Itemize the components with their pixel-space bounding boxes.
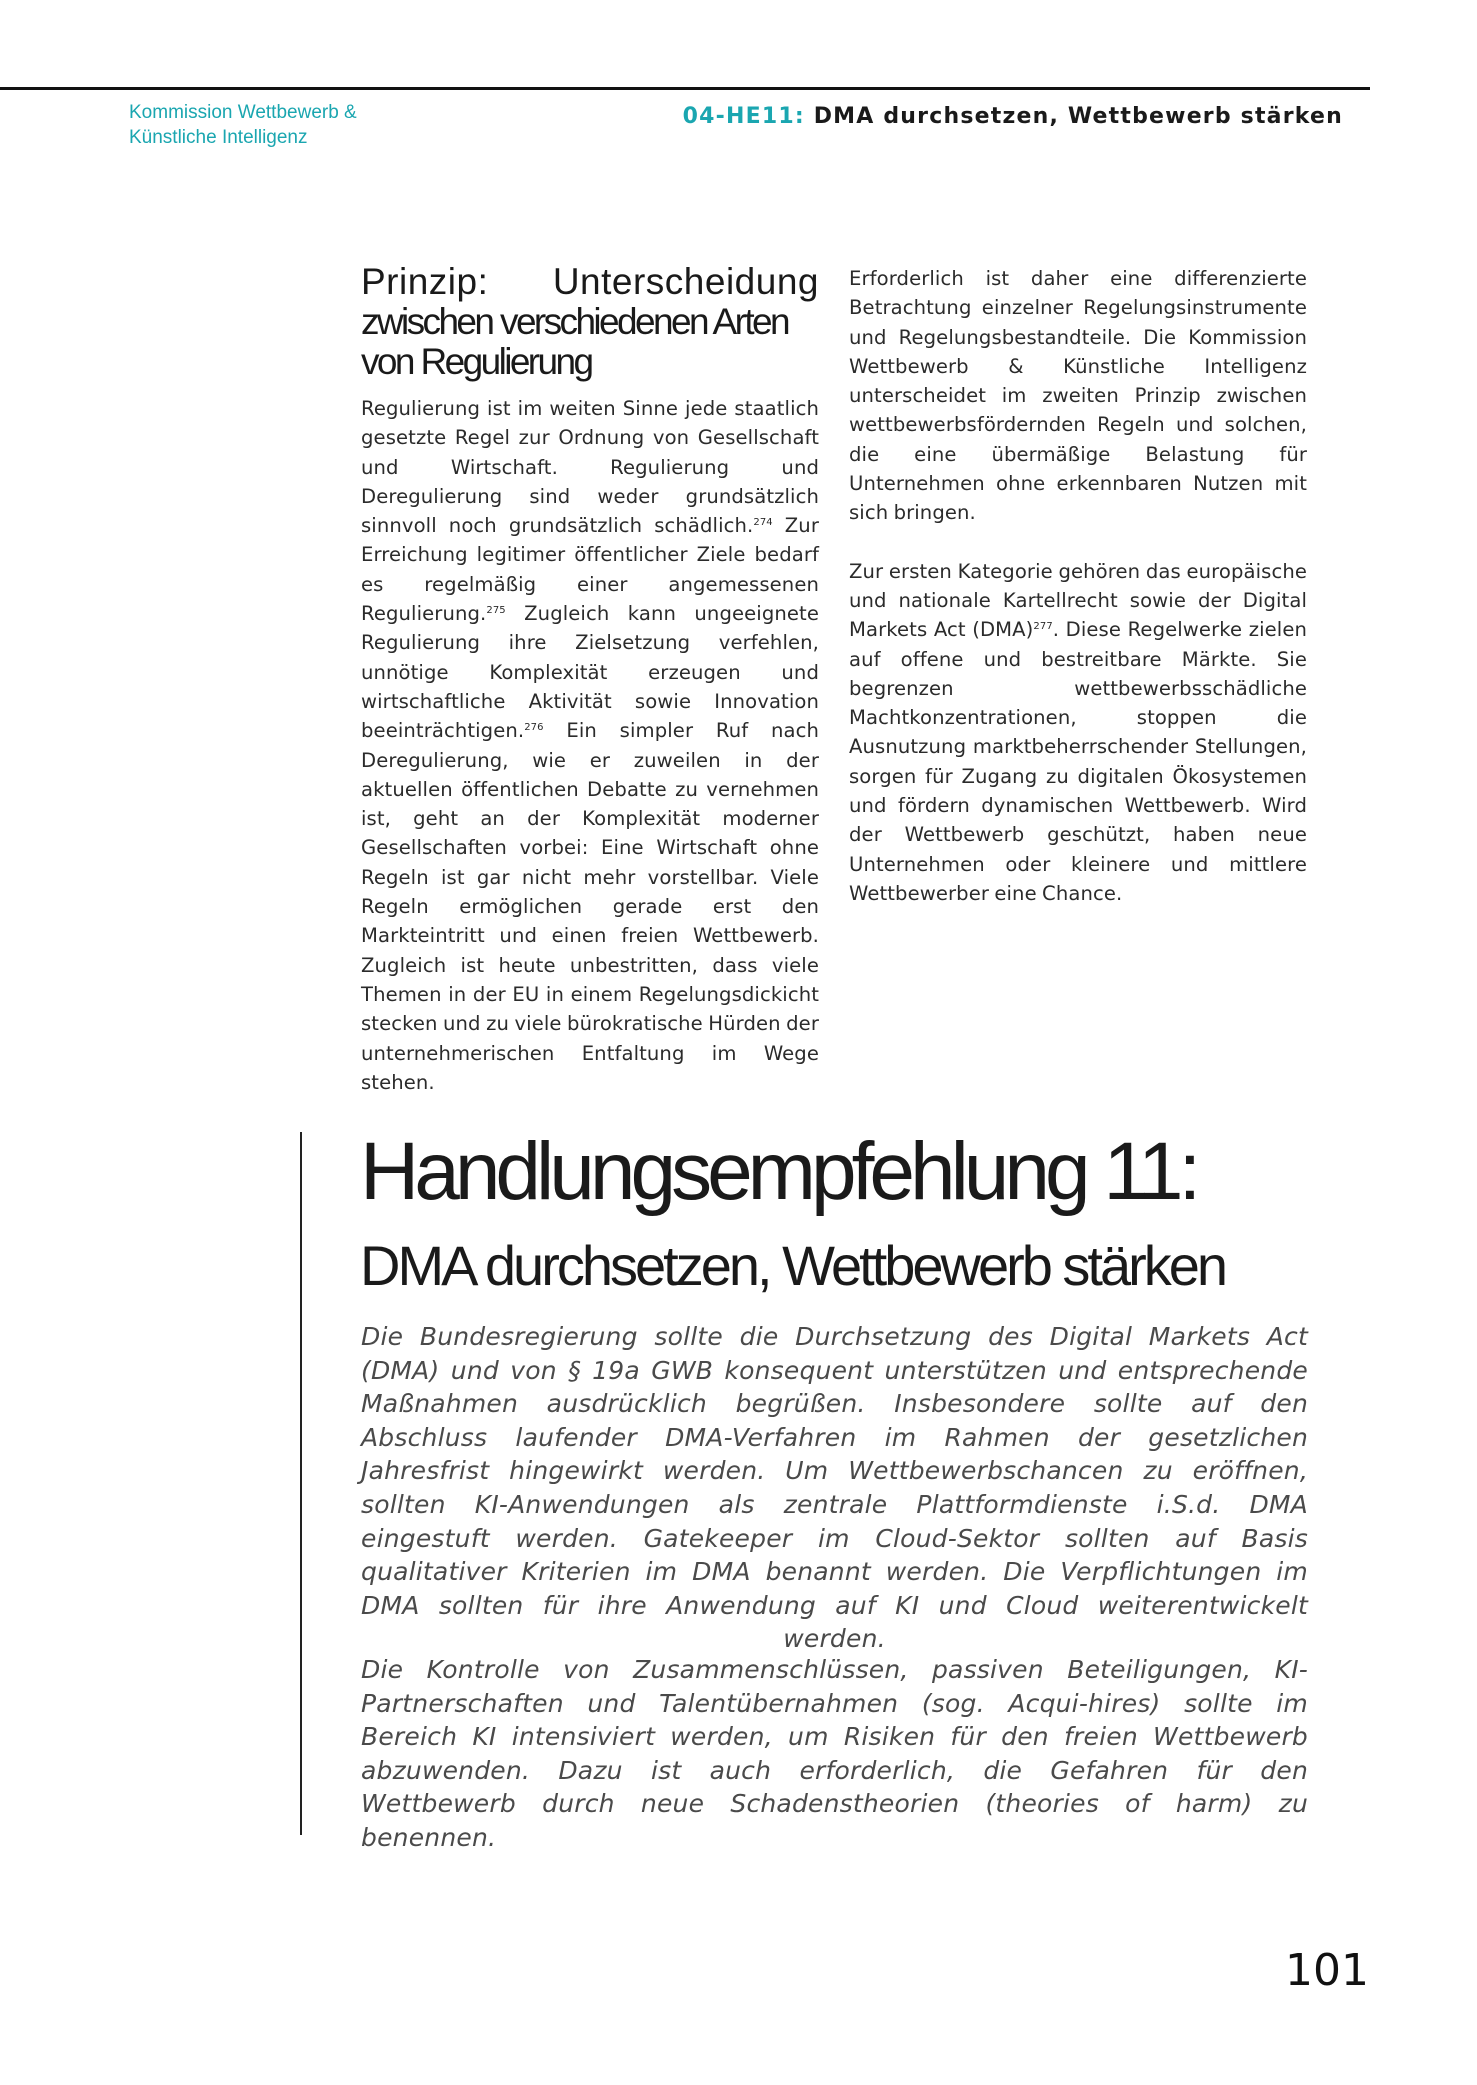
principle-heading-line3: von Regulierung	[361, 341, 592, 382]
commission-name-line1: Kommission Wettbewerb &	[129, 102, 357, 123]
principle-paragraph-2: Erforderlich ist daher eine differenzierte Betrachtung einzelner Regelungsinstrumente und Regelungsbestandteile. Die Kommission Wettbewerb & Künstliche Intelligenz unterscheidet im zweiten Prinzip zwischen wettbewerbsfördernden Regeln und solchen, die eine übermäßige Belastung für Unternehmen ohne erkennbaren Nutzen mit sich bringen.	[849, 267, 1307, 525]
principle-p3-text-1: Zur ersten Kategorie gehören das europäische und nationale Kartellrecht sowie der Digital Markets Act (DMA)	[849, 559, 1307, 642]
section-code: 04-HE11:	[682, 104, 805, 129]
footnote-ref-274[interactable]: 274	[753, 517, 773, 529]
header-rule	[0, 87, 1370, 90]
principle-heading	[361, 262, 819, 382]
principle-p1-text-4: Ein simpler Ruf nach Deregulierung, wie er zuweilen in der aktuellen öffentlichen Debatte zu vernehmen ist, geht an der Komplexität moderner Gesellschaften vorbei: Eine Wirtschaft ohne Regeln ist gar nicht mehr vorstellbar. Viele Regeln ermöglichen gerade erst den Markteintritt und einen freien Wettbewerb. Zugleich ist heute unbestritten, dass viele Themen in der EU in einem Regelungsdickicht stecken und zu viele bürokratische Hürden der unternehmerischen Entfaltung im Wege stehen.	[361, 719, 819, 1094]
commission-name-line2: Künstliche Intelligenz	[129, 127, 308, 148]
principle-p3-text-2: . Diese Regelwerke zielen auf offene und bestreitbare Märkte. Sie begrenzen wettbewerbsschädliche Machtkonzentrationen, stoppen die Ausnutzung marktbeherrschender Stellungen, sorgen für Zugang zu digitalen Ökosystemen und fördern dynamischen Wettbewerb. Wird der Wettbewerb geschützt, haben neue Unternehmen oder kleinere und mittlere Wettbewerber eine Chance.	[849, 618, 1308, 905]
recommendation-paragraph-2: Die Kontrolle von Zusammenschlüssen, passiven Beteiligungen, KI-Partnerschaften und Talentübernahmen (sog. Acqui-hires) sollte im Bereich KI intensiviert werden, um Risiken für den freien Wettbewerb abzuwenden. Dazu ist auch erforderlich, die Gefahren für den Wettbewerb durch neue Schadenstheorien (theories of harm) zu benennen.	[361, 1655, 1308, 1852]
recommendation-side-rule	[300, 1132, 302, 1835]
principle-heading-line1: Prinzip: Unterscheidung	[361, 261, 819, 302]
commission-name	[129, 100, 357, 150]
principle-p1-text-1: Regulierung ist im weiten Sinne jede staatlich gesetzte Regel zur Ordnung von Gesellschaft und Wirtschaft. Regulierung und Deregulierung sind weder grundsätzlich sinnvoll noch grundsätzlich schädlich.	[361, 397, 819, 538]
principle-p1-text-2: Zur Erreichung legitimer öffentlicher Ziele bedarf es regelmäßig einer angemessenen Regulierung.	[361, 514, 819, 626]
running-header	[683, 104, 1343, 129]
footnote-ref-275[interactable]: 275	[486, 605, 506, 617]
principle-paragraph-3	[849, 557, 1307, 909]
footnote-ref-276[interactable]: 276	[524, 722, 544, 734]
principle-p1-text-3: Zugleich kann ungeeignete Regulierung ihre Zielsetzung verfehlen, unnötige Komplexität erzeugen und wirtschaftliche Aktivität sowie Innovation beeinträchtigen.	[361, 602, 819, 743]
principle-heading-line2: zwischen verschiedenen Arten	[361, 301, 788, 342]
running-title: DMA durchsetzen, Wettbewerb stärken	[813, 104, 1343, 129]
page-number: 101	[1285, 1945, 1369, 1996]
recommendation-title: Handlungsempfehlung 11:	[360, 1126, 1197, 1217]
column-right	[849, 264, 1307, 937]
column-left	[361, 262, 819, 1126]
recommendation-subtitle: DMA durchsetzen, Wettbewerb stärken	[360, 1234, 1226, 1297]
recommendation-paragraph-1: Die Bundesregierung sollte die Durchsetzung des Digital Markets Act (DMA) und von § 19a GWB konsequent unterstützen und entsprechende Maßnahmen ausdrücklich begrüßen. Insbesondere sollte auf den Abschluss laufender DMA-Verfahren im Rahmen der gesetzlichen Jahresfrist hingewirkt werden. Um Wettbewerbschancen zu eröffnen, sollten KI-Anwendungen als zentrale Plattformdienste i.S.d. DMA eingestuft werden. Gatekeeper im Cloud-Sektor sollten auf Basis qualitativer Kriterien im DMA benannt werden. Die Verpflichtungen im DMA sollten für ihre Anwendung auf KI und Cloud weiterentwickelt werden.	[361, 1322, 1308, 1654]
principle-paragraph-1	[361, 394, 819, 1097]
footnote-ref-277[interactable]: 277	[1033, 621, 1053, 633]
